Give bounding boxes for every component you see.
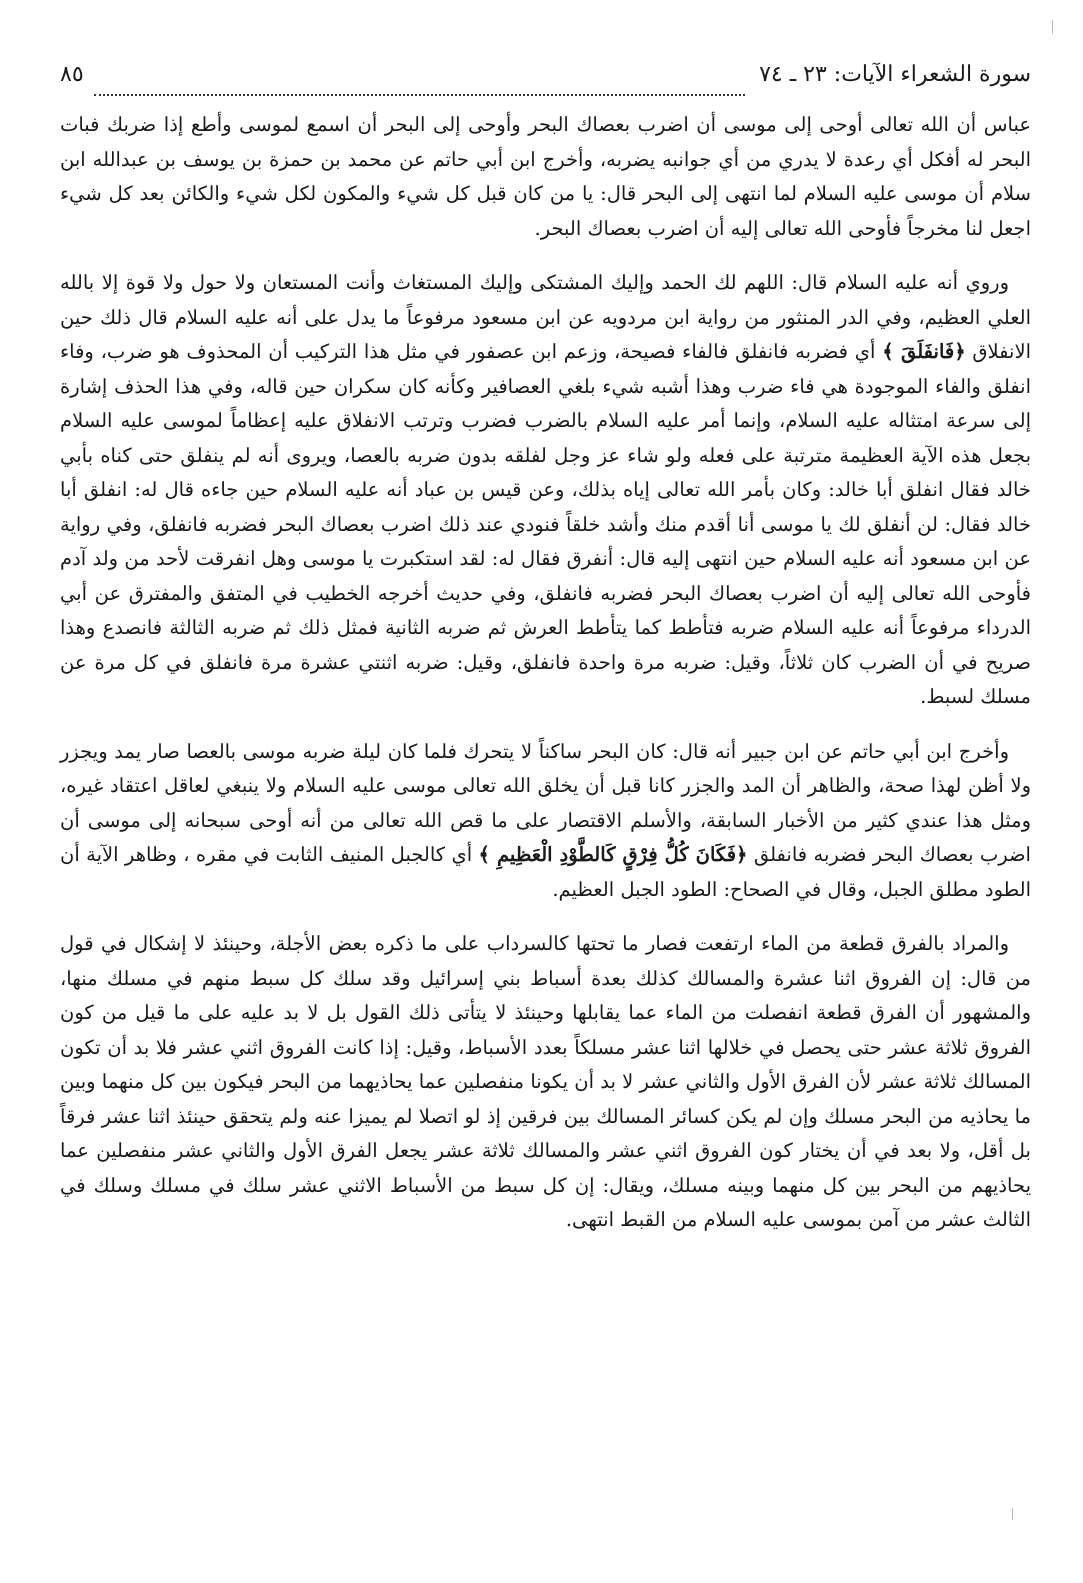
- quran-quote: ﴿فَكَانَ كُلُّ فِرْقٍ كَالطَّوْدِ الْعَظِيمِ ﴾: [478, 843, 748, 866]
- paragraph: [60, 735, 1031, 908]
- paragraph: [60, 108, 1031, 246]
- text-run: وأخرج ابن أبي حاتم عن ابن جبير أنه قال: كان البحر ساكناً لا يتحرك فلما كان ليلة ضربه موسى بالعصا صار يمد ويجزر ولا أظن لهذا صحة، والظاهر أن المد والجزر كانا قبل أن يخلق الله تعالى موسى عليه السلام ولا ينبغي لعاقل اعتقاد غيره، ومثل هذا عندي كثير من الأخبار السابقة، والأسلم الاقتصار على ما قص الله تعالى من أنه أوحى سبحانه إلى موسى أن اضرب بعصاك البحر فضربه فانفلق: [60, 739, 1031, 866]
- margin-mark: [1052, 20, 1053, 34]
- running-title: سورة الشعراء الآيات: ٢٣ ـ ٧٤: [759, 62, 1031, 87]
- body-text: [60, 108, 1031, 1238]
- page-number: ٨٥: [60, 62, 84, 87]
- paragraph: [60, 266, 1031, 715]
- quran-quote: ﴿فَانفَلَقَ ﴾: [882, 340, 966, 363]
- text-run: عباس أن الله تعالى أوحى إلى موسى أن اضرب بعصاك البحر وأوحى إلى البحر أن اسمع لموسى وأطع إذا ضربك فبات البحر له أفكل أي رعدة لا يدري من أي جوانبه يضربه، وأخرج ابن أبي حاتم عن محمد بن حمزة بن يوسف بن عبدالله ابن سلام أن موسى عليه السلام لما انتهى إلى البحر قال: يا من كان قبل كل شيء والمكون لكل شيء والكائن بعد كل شيء اجعل لنا مخرجاً فأوحى الله تعالى إليه أن اضرب بعصاك البحر.: [60, 113, 1031, 240]
- page-header: [60, 62, 1031, 102]
- text-run: والمراد بالفرق قطعة من الماء ارتفعت فصار ما تحتها كالسرداب على ما ذكره بعض الأجلة، وحينئذ لا إشكال في قول من قال: إن الفروق اثنا عشرة والمسالك كذلك بعدة أسباط بني إسرائيل وقد سلك كل سبط منهم في مسلك منها، والمشهور أن الفرق قطعة انفصلت من الماء عما يقابلها وحينئذ لا يتأتى ذلك القول بل لا بد عليه على ما قيل من كون الفروق ثلاثة عشر حتى يحصل في خلالها اثنا عشر مسلكاً بعدد الأسباط، وقيل: إذا كانت الفروق اثني عشر فلا بد أن تكون المسالك ثلاثة عشر لأن الفرق الأول والثاني عشر لا بد أن يكونا منفصلين عما يحاذيهما من البحر فيكون بين كل منهما وبين ما يحاذيه من البحر مسلك وإن لم يكن كسائر المسالك بين فرقين إذ لو اتصلا لم يميزا عنه ولم يتحقق حينئذ اثنا عشر فرقاً بل أقل، ولا بعد في أن يختار كون الفروق اثني عشر والمسالك ثلاثة عشر يجعل الفرق الأول والثاني عشر منفصلين عما يحاذيهم من البحر بين كل منهما وبينه مسلك، ويقال: إن كل سبط من الأسباط الاثني عشر سلك في مسلك وسلك في الثالث عشر من آمن بموسى عليه السلام من القبط انتهى.: [60, 932, 1031, 1231]
- text-run: وروي أنه عليه السلام قال: اللهم لك الحمد وإليك المشتكى وإليك المستغاث وأنت المستعان ولا حول ولا قوة إلا بالله العلي العظيم، وفي الدر المنثور من رواية ابن مردويه عن ابن مسعود مرفوعاً ما يدل على أنه عليه السلام قال ذلك حين الانفلاق: [60, 271, 1032, 363]
- text-run: أي فضربه فانفلق فالفاء فصيحة، وزعم ابن عصفور في مثل هذا التركيب أن المحذوف هو ضرب، وفاء انفلق والفاء الموجودة هي فاء ضرب وهذا أشبه شيء بلغي العصافير وكأنه كان سكران حين قاله، وفي هذا الحذف إشارة إلى سرعة امتثاله عليه السلام، وإنما أمر عليه السلام بالضرب فضرب وترتب الانفلاق عليه إعظاماً لموسى عليه السلام بجعل هذه الآية العظيمة مترتبة على فعله ولو شاء عز وجل لفلقه بدون ضربه بالعصا، ويروى أنه لم ينفلق حتى كناه بأبي خالد فقال انفلق أبا خالد: وكان بأمر الله تعالى إياه بذلك، وعن قيس بن عباد أنه عليه السلام حين جاءه قال له: انفلق أبا خالد فقال: لن أنفلق لك يا موسى أنا أقدم منك وأشد خلقاً فنودي عند ذلك اضرب بعصاك البحر فضربه فانفلق، وفي رواية عن ابن مسعود أنه عليه السلام حين انتهى إليه قال: أنفرق فقال له: لقد استكبرت يا موسى وهل انفرقت لأحد من ولد آدم فأوحى الله تعالى إليه أن اضرب بعصاك البحر فضربه فانفلق، وفي حديث أخرجه الخطيب في المتفق والمفترق عن أبي الدرداء مرفوعاً أنه عليه السلام ضربه فتأطط كما يتأطط العرش ثم ضربه الثانية فمثل ذلك ثم ضربه الثالثة فانصدع وهذا صريح في أن الضرب كان ثلاثاً، وقيل: ضربه مرة واحدة فانفلق، وقيل: ضربه اثنتي عشرة مرة فانفلق في كل مرة عن مسلك لسبط.: [60, 340, 1032, 708]
- text-run: أي كالجبل المنيف الثابت في مقره ، وظاهر الآية أن الطود مطلق الجبل، وقال في الصحاح: الطود الجبل العظيم.: [60, 843, 1031, 901]
- header-dot-leader: [94, 93, 745, 96]
- paragraph: [60, 927, 1031, 1238]
- margin-mark: [1012, 1508, 1013, 1520]
